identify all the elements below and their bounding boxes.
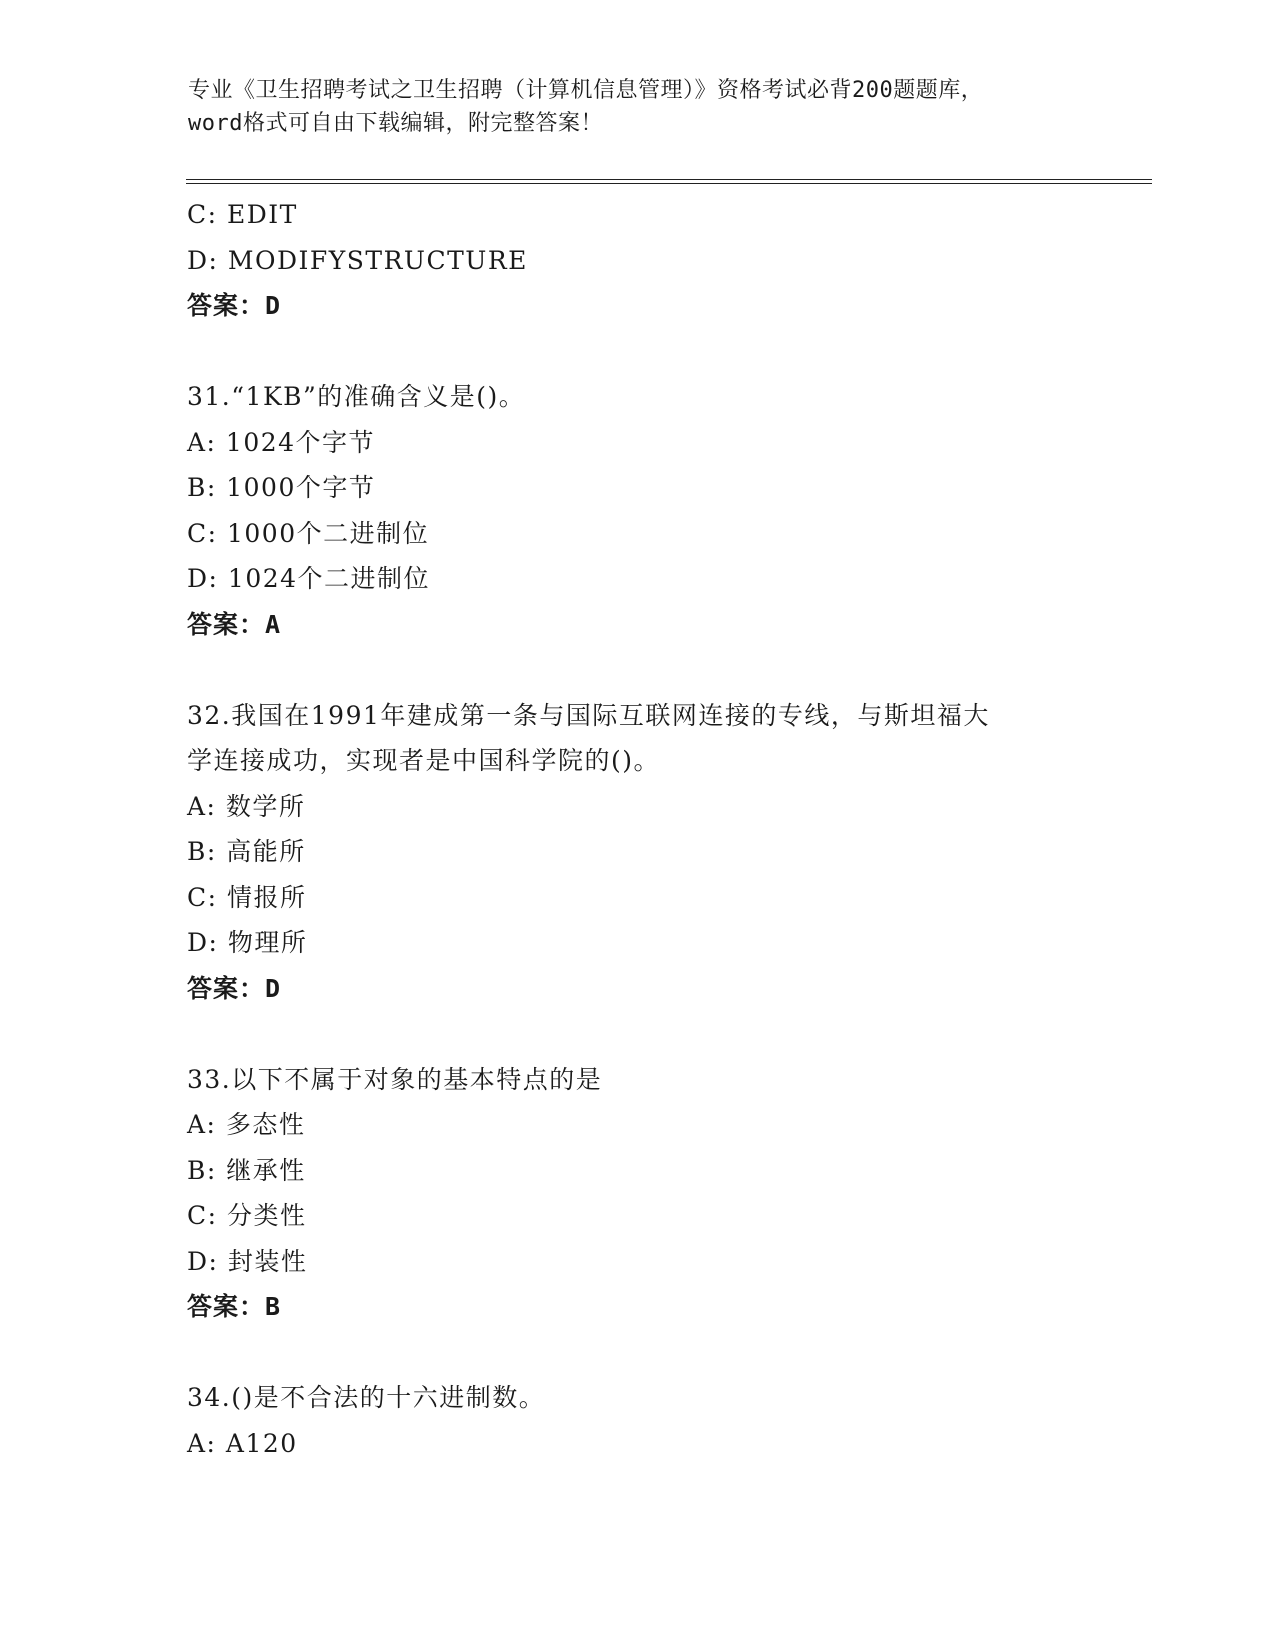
spacer: [187, 647, 1087, 693]
option-d: D: 封装性: [187, 1246, 308, 1276]
option-a: A: 1024个字节: [187, 427, 376, 457]
spacer: [187, 329, 1087, 375]
option-a: A: 数学所: [187, 791, 306, 821]
option-c: C: 1000个二进制位: [187, 518, 430, 548]
document-body: [187, 192, 1087, 1466]
option-d: D: 1024个二进制位: [187, 564, 431, 593]
option-d: D: 物理所: [187, 928, 308, 957]
option-c: C: 分类性: [187, 1201, 307, 1230]
spacer: [187, 1330, 1087, 1376]
header-line-1: 专业《卫生招聘考试之卫生招聘（计算机信息管理）》资格考试必背200题题库，: [188, 78, 984, 103]
question-stem: 34.()是不合法的十六进制数。: [187, 1383, 546, 1412]
answer: 答案：B: [187, 1292, 282, 1321]
option-c: C: EDIT: [187, 200, 298, 229]
question-stem: 31.“1KB”的准确含义是()。: [187, 382, 526, 411]
option-b: B: 高能所: [187, 837, 306, 866]
answer: 答案：D: [187, 973, 282, 1003]
answer: 答案：A: [187, 609, 282, 639]
spacer: [187, 1011, 1087, 1057]
header-divider-top: [186, 179, 1152, 180]
option-c: C: 情报所: [187, 882, 307, 912]
question-stem: 32.我国在1991年建成第一条与国际互联网连接的专线，与斯坦福大: [187, 700, 990, 730]
question-stem-continued: 学连接成功，实现者是中国科学院的()。: [187, 746, 661, 775]
option-d: D: MODIFYSTRUCTURE: [187, 245, 528, 275]
header-divider-bottom: [186, 183, 1152, 184]
option-b: B: 1000个字节: [187, 473, 376, 502]
header-line-2: word格式可自由下载编辑，附完整答案！: [188, 111, 603, 136]
question-stem: 33.以下不属于对象的基本特点的是: [187, 1064, 603, 1094]
option-a: A: 多态性: [187, 1110, 306, 1139]
document-header: [188, 74, 1088, 140]
answer: 答案：D: [187, 291, 282, 320]
option-b: B: 继承性: [187, 1155, 306, 1185]
option-a: A: A120: [187, 1428, 298, 1458]
